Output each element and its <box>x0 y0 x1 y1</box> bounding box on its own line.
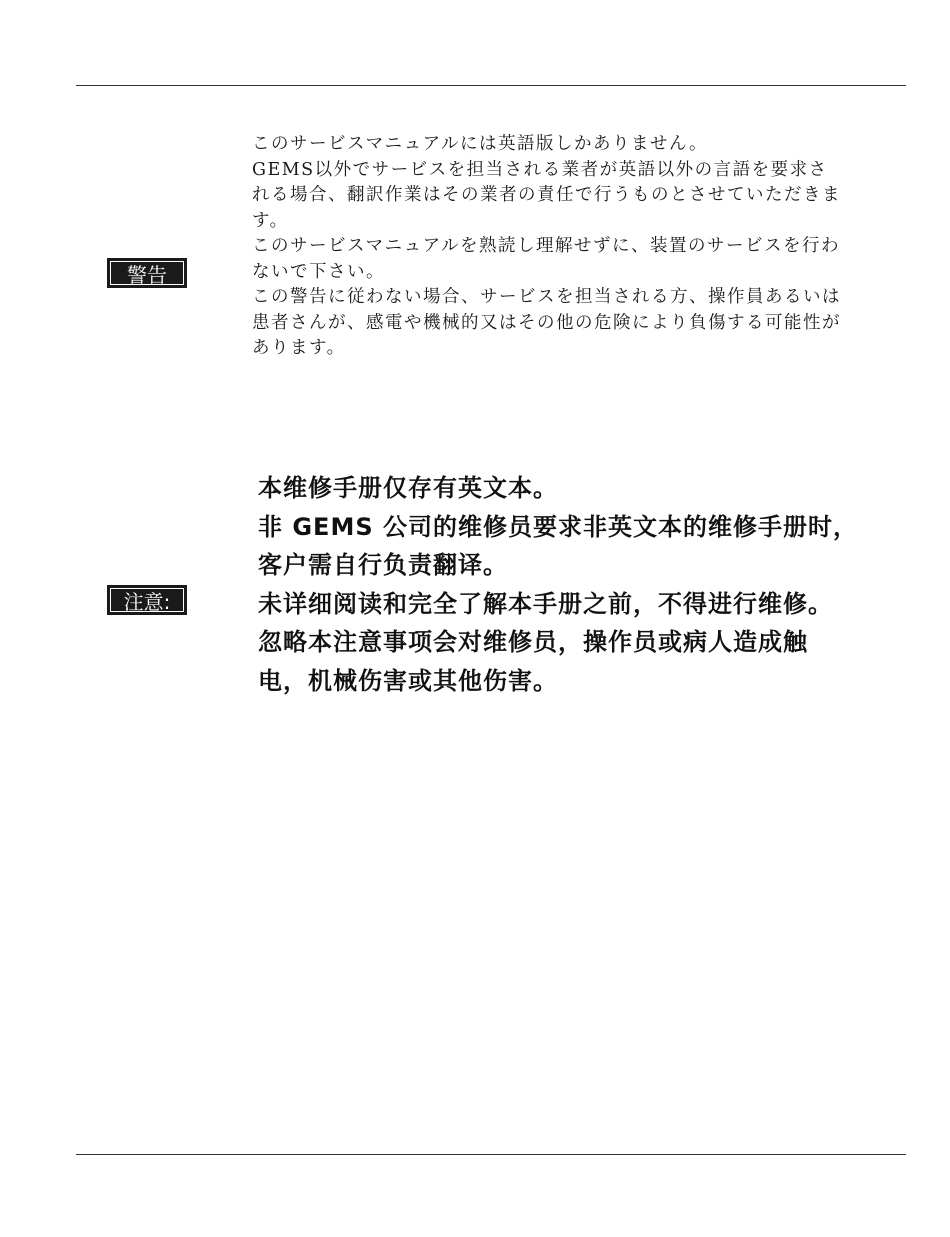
header-rule <box>76 85 906 86</box>
cn-line: 客户需自行负责翻译。 <box>258 551 508 579</box>
cn-line: 忽略本注意事项会对维修员，操作员或病人造成触 <box>258 628 808 656</box>
jp-line: GEMS以外でサービスを担当される業者が英語以外の言語を要求さ <box>252 159 828 180</box>
cn-line: 电，机械伤害或其他伤害。 <box>258 666 558 695</box>
cn-line: 非 GEMS 公司的维修员要求非英文本的维修手册时， <box>258 512 858 541</box>
footer-rule <box>76 1154 906 1155</box>
japanese-warning-text <box>252 132 892 362</box>
cn-line: 本维修手册仅存有英文本。 <box>258 474 558 502</box>
jp-line: 患者さんが、感電や機械的又はその他の危険により負傷する可能性が <box>252 312 841 333</box>
jp-line: ないで下さい。 <box>252 261 385 282</box>
jp-line: このサービスマニュアルを熟読し理解せずに、装置のサービスを行わ <box>252 236 840 256</box>
jp-line: この警告に従わない場合、サービスを担当される方、操作員あるいは <box>252 287 841 307</box>
jp-line: あります。 <box>252 338 346 358</box>
jp-line: このサービスマニュアルには英語版しかありません。 <box>252 134 708 154</box>
caution-label: 注意: <box>107 585 187 615</box>
warning-label: 警告 <box>107 258 187 288</box>
jp-line: す。 <box>252 210 289 231</box>
jp-line: れる場合、翻訳作業はその業者の責任で行うものとさせていただきま <box>252 185 841 205</box>
chinese-caution-text <box>258 469 898 700</box>
cn-line: 未详细阅读和完全了解本手册之前，不得进行维修。 <box>258 589 833 618</box>
